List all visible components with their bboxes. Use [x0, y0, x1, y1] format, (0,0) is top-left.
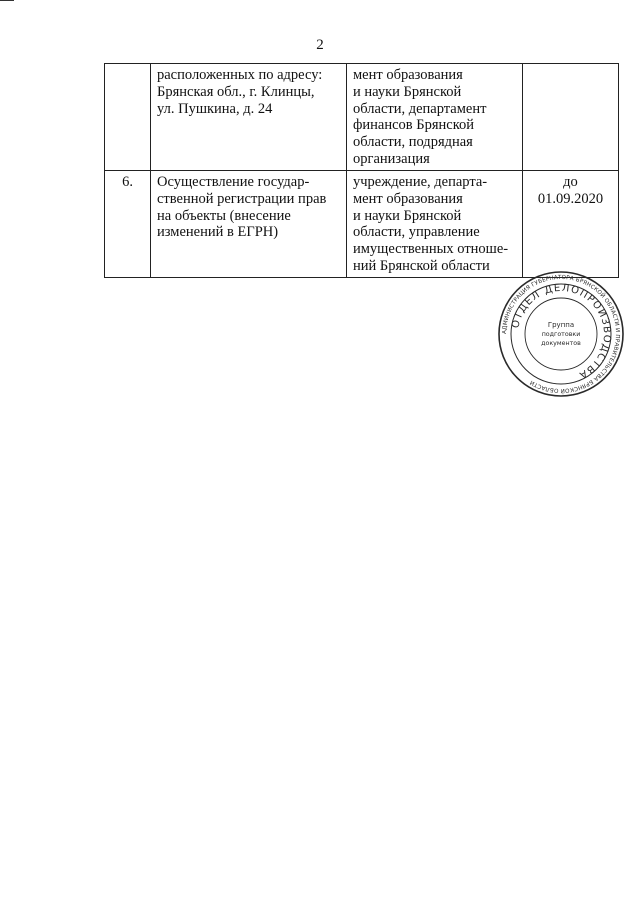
document-table	[104, 63, 619, 278]
deadline-cell: до 01.09.2020	[523, 171, 619, 278]
stamp-outer-text: АДМИНИСТРАЦИЯ ГУБЕРНАТОРА БРЯНСКОЙ ОБЛАСТИ И ПРАВИТЕЛЬСТВА БРЯНСКОЙ ОБЛАСТИ	[501, 274, 621, 394]
deadline-cell	[523, 64, 619, 171]
responsible-cell: мент образования и науки Брянской области, департамент финансов Брянской области, подрядная организация	[347, 64, 523, 171]
task-cell: расположенных по адресу: Брянская обл., г. Клинцы, ул. Пушкина, д. 24	[151, 64, 347, 171]
stamp-center-line-3: документов	[541, 340, 581, 347]
stamp-center-line-2: подготовки	[541, 331, 581, 338]
row-number	[105, 64, 151, 171]
office-stamp	[497, 270, 625, 398]
row-number: 6.	[105, 171, 151, 278]
page-number: 2	[316, 37, 324, 53]
task-cell: Осуществление государ- ственной регистрации прав на объекты (внесение изменений в ЕГРН)	[151, 171, 347, 278]
table-row	[105, 64, 619, 171]
stamp-center-line-1: Группа	[547, 321, 575, 329]
table-row	[105, 171, 619, 278]
edge-mark	[0, 0, 14, 1]
responsible-cell: учреждение, департа- мент образования и науки Брянской области, управление имущественных отноше- ний Брянской области	[347, 171, 523, 278]
stamp-inner-text: ОТДЕЛ ДЕЛОПРОИЗВОДСТВА	[510, 282, 613, 381]
